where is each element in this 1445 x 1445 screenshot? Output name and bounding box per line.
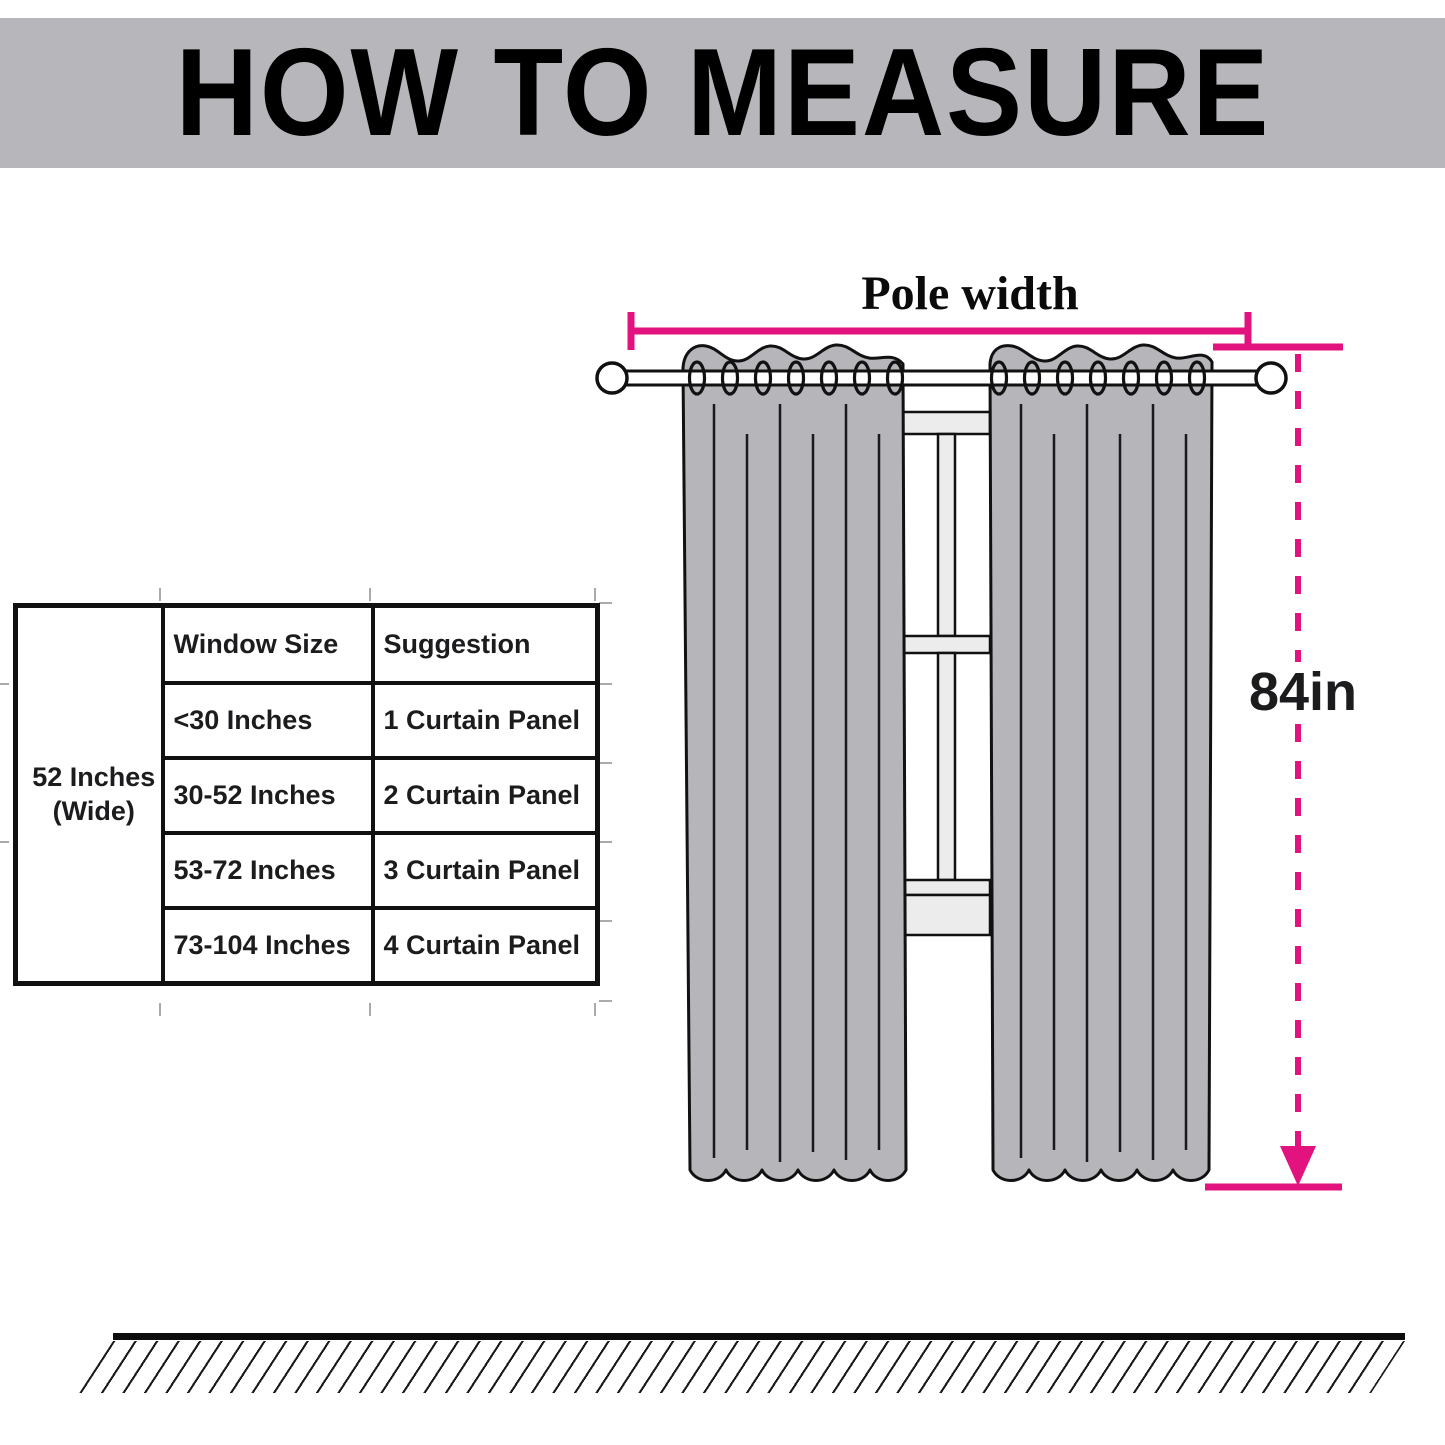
- window: [902, 410, 990, 937]
- down-arrow-icon: [1280, 1146, 1316, 1186]
- window-size-value: 73-104 Inches: [163, 908, 373, 984]
- window-size-value: <30 Inches: [163, 683, 373, 758]
- suggestion-value: 3 Curtain Panel: [373, 833, 598, 908]
- panel-width-cell: [16, 606, 163, 984]
- window-size-value: 30-52 Inches: [163, 758, 373, 833]
- pole-width-label: Pole width: [861, 267, 1079, 320]
- panel-width-line2: (Wide): [52, 795, 135, 826]
- panel-width-line1: 52 Inches: [32, 761, 156, 792]
- height-measure: [1205, 347, 1343, 1187]
- floor: [113, 1333, 1405, 1393]
- curtain-panel-right: [990, 345, 1212, 1181]
- col-header-window-size: Window Size: [163, 606, 373, 684]
- rod-finial-left: [597, 363, 627, 393]
- header-banner: [0, 18, 1445, 168]
- window-size-value: 53-72 Inches: [163, 833, 373, 908]
- rod-finial-right: [1256, 363, 1286, 393]
- suggestion-value: 1 Curtain Panel: [373, 683, 598, 758]
- floor-hatching: [79, 1341, 1405, 1393]
- curtain-measure-diagram: [560, 260, 1445, 1260]
- curtain-panel-left: [683, 345, 906, 1181]
- curtain-rod: [622, 371, 1262, 385]
- page-title: HOW TO MEASURE: [175, 24, 1270, 162]
- suggestion-value: 2 Curtain Panel: [373, 758, 598, 833]
- floor-line: [113, 1333, 1405, 1340]
- table-header-row: [16, 606, 598, 684]
- size-suggestion-table: [13, 603, 600, 986]
- suggestion-value: 4 Curtain Panel: [373, 908, 598, 984]
- height-label: 84in: [1240, 662, 1366, 722]
- col-header-suggestion: Suggestion: [373, 606, 598, 684]
